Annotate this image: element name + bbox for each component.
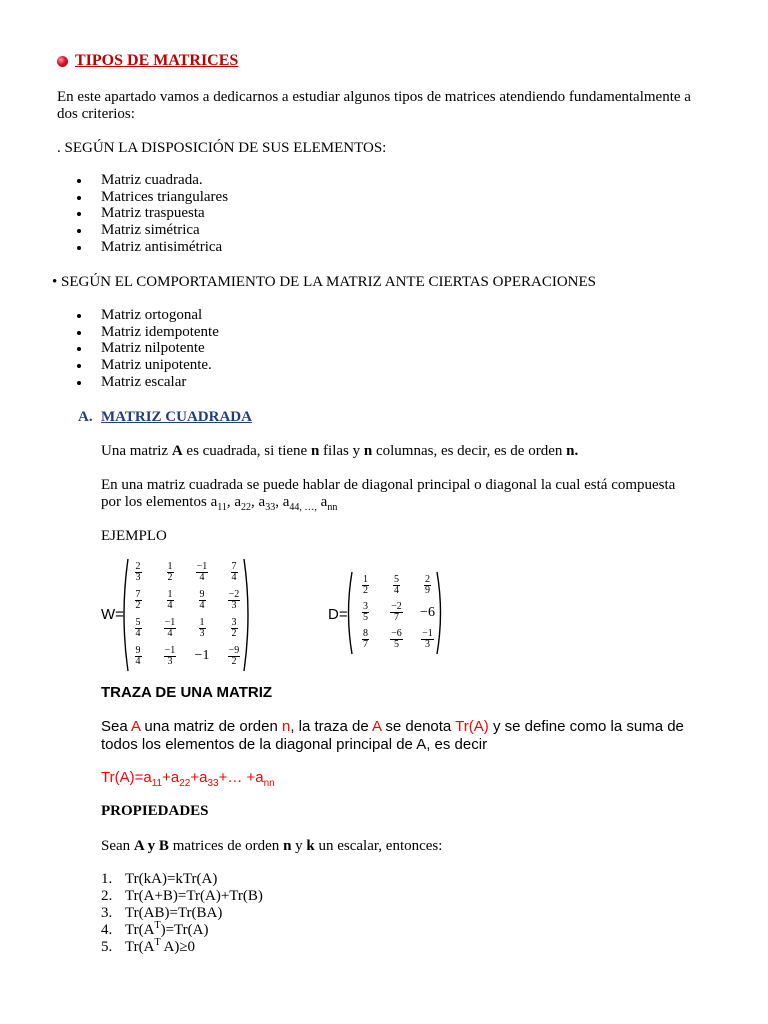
list-item: Matrices triangulares [77, 189, 228, 206]
denominator: 2 [363, 585, 368, 596]
matrix-cell [122, 614, 154, 642]
numerator: 1 [199, 616, 205, 628]
matrix-cell [412, 599, 443, 626]
property-item-4: 4. $Tr(A^T)=Tr(A)$ [101, 920, 209, 938]
section1-list [77, 172, 228, 255]
bullet-dot-icon [77, 381, 81, 385]
section2-heading: • SEGÚN EL COMPORTAMIENTO DE LA MATRIZ ANTE CIERTAS OPERACIONES [52, 274, 596, 290]
bullet-dot-icon [77, 229, 81, 233]
numerator: 3 [231, 616, 237, 628]
fraction [135, 562, 142, 583]
numerator: 9 [199, 588, 205, 600]
matrix-d [350, 572, 444, 654]
matrix-d-label: D= [328, 606, 348, 623]
numerator: 8 [363, 628, 368, 639]
property-item-3: 3. Tr(AB)=Tr(BA) [101, 905, 223, 921]
list-item: Matriz idempotente [77, 324, 219, 341]
list-item: Matriz traspuesta [77, 205, 228, 222]
bullet-dot-icon [77, 179, 81, 183]
bullet-dot-icon [77, 212, 81, 216]
fraction [390, 629, 403, 650]
denominator: 4 [135, 655, 141, 667]
denominator: 4 [199, 571, 205, 583]
matrix-cell [218, 586, 250, 614]
fraction [199, 618, 206, 639]
numerator: 1 [363, 574, 368, 585]
fraction [135, 590, 142, 611]
denominator: 7 [393, 612, 399, 623]
matrix-cell [186, 642, 218, 670]
fraction [231, 562, 238, 583]
numerator: 1 [167, 560, 173, 572]
diagonal-line-1: En una matriz cuadrada se puede hablar de diagonal principal o diagonal la cual está compuesta [101, 477, 676, 493]
numerator: 7 [231, 560, 237, 572]
bullet-dot-icon [77, 364, 81, 368]
matrix-cell [154, 586, 186, 614]
fraction [421, 629, 434, 650]
numerator: −6 [391, 628, 402, 639]
traza-line-1: Sea A una matriz de orden n, la traza de A se denota Tr(A) y se define como la suma de [101, 718, 684, 735]
property-item-1: 1. Tr(kA)=kTr(A) [101, 871, 218, 887]
bullet-dot-icon [77, 246, 81, 250]
traza-line-2: todos los elementos de la diagonal principal de A, es decir [101, 736, 488, 753]
propiedades-intro: Sean A y B matrices de orden n y k un escalar, entonces: [101, 838, 443, 854]
list-item: Matriz nilpotente [77, 340, 219, 357]
fraction [199, 590, 206, 611]
fraction [196, 562, 209, 583]
numerator: 7 [135, 588, 141, 600]
denominator: 4 [199, 599, 205, 611]
numerator: 2 [135, 560, 141, 572]
numerator: 3 [363, 601, 368, 612]
denominator: 3 [135, 571, 141, 583]
list-item: Matriz simétrica [77, 222, 228, 239]
matrix-cell [381, 626, 412, 653]
denominator: 4 [167, 599, 173, 611]
fraction [164, 646, 177, 667]
numerator: 5 [135, 616, 141, 628]
matrix-cell [218, 558, 250, 586]
section1-heading: . SEGÚN LA DISPOSICIÓN DE SUS ELEMENTOS: [57, 140, 387, 156]
denominator: 2 [231, 627, 237, 639]
fraction [362, 602, 369, 623]
list-item: Matriz escalar [77, 374, 219, 391]
fraction [135, 618, 142, 639]
list-item: Matriz unipotente. [77, 357, 219, 374]
matrix-cell [218, 642, 250, 670]
trace-formula: $Tr(A)=a_{11}+a_{22}+a_{33}+\dots +a_{nn}$ [101, 769, 275, 789]
example-label: EJEMPLO [101, 528, 167, 544]
numerator: −2 [391, 601, 402, 612]
denominator: 2 [135, 599, 141, 611]
matrix-value: −1 [194, 648, 210, 663]
denominator: 5 [363, 612, 368, 623]
matrix-cell [154, 642, 186, 670]
numerator: −1 [164, 644, 176, 656]
matrix-cell [381, 572, 412, 599]
matrix-w [122, 558, 254, 672]
diagonal-line-2: por los elementos $a_{11}$, $a_{22}$, $a_{33}$, $a_{44, \dots,}$ $a_{nn}$ [101, 494, 338, 513]
matrix-cell [122, 642, 154, 670]
fraction [135, 646, 142, 667]
numerator: 2 [425, 574, 430, 585]
fraction [424, 575, 431, 596]
denominator: 3 [167, 655, 173, 667]
matrix-cell [186, 614, 218, 642]
denominator: 3 [231, 599, 237, 611]
denominator: 4 [231, 571, 237, 583]
matrix-w-label: W= [101, 606, 124, 623]
matrix-cell [218, 614, 250, 642]
fraction [231, 618, 238, 639]
fraction [167, 562, 174, 583]
denominator: 3 [424, 639, 430, 650]
numerator: −9 [228, 644, 240, 656]
fraction [228, 590, 241, 611]
denominator: 4 [394, 585, 399, 596]
matrix-cell [412, 626, 443, 653]
property-item-5: 5. $Tr(A^T$ A)≥0 [101, 937, 196, 955]
list-item: Matriz antisimétrica [77, 239, 228, 256]
propiedades-heading: PROPIEDADES [101, 803, 209, 819]
denominator: 7 [363, 639, 368, 650]
matrix-cell [186, 558, 218, 586]
numerator: 5 [394, 574, 399, 585]
fraction [362, 575, 369, 596]
bullet-dot-icon [77, 196, 81, 200]
numerator: −2 [228, 588, 240, 600]
denominator: 5 [393, 639, 399, 650]
property-item-2: 2. Tr(A+B)=Tr(A)+Tr(B) [101, 888, 263, 904]
matrix-cell [350, 572, 381, 599]
intro-line-1: En este apartado vamos a dedicarnos a estudiar algunos tipos de matrices atendiendo fundamentalmente a [57, 89, 691, 105]
bullet-dot-icon: • [52, 274, 58, 290]
denominator: 4 [135, 627, 141, 639]
bullet-dot-icon [77, 314, 81, 318]
numerator: 1 [167, 588, 173, 600]
fraction [228, 646, 241, 667]
matrix-value: −6 [420, 604, 435, 620]
matrix-cell [154, 614, 186, 642]
section-a-letter: A. [78, 409, 93, 425]
matrix-cell [412, 572, 443, 599]
traza-heading: TRAZA DE UNA MATRIZ [101, 684, 273, 701]
denominator: 3 [199, 627, 205, 639]
denominator: 2 [167, 571, 173, 583]
numerator: −1 [164, 616, 176, 628]
matrix-cell [122, 558, 154, 586]
bullet-dot-icon [77, 347, 81, 351]
numerator: −1 [422, 628, 433, 639]
list-item: Matriz ortogonal [77, 307, 219, 324]
numerator: −1 [196, 560, 208, 572]
page-title: TIPOS DE MATRICES [75, 52, 239, 69]
fraction [167, 590, 174, 611]
fraction [164, 618, 177, 639]
intro-line-2: dos criterios: [57, 106, 135, 122]
square-matrix-definition: Una matriz A es cuadrada, si tiene n filas y n columnas, es decir, es de orden n. [101, 443, 579, 459]
numerator: 9 [135, 644, 141, 656]
fraction [393, 575, 400, 596]
bullet-ball-icon [57, 56, 68, 67]
matrix-cell [381, 599, 412, 626]
matrix-cell [154, 558, 186, 586]
fraction [362, 629, 369, 650]
fraction [390, 602, 403, 623]
matrix-cell [350, 626, 381, 653]
section2-list [77, 307, 219, 390]
bullet-dot-icon [77, 331, 81, 335]
denominator: 2 [231, 655, 237, 667]
section-a-heading: MATRIZ CUADRADA [101, 409, 252, 425]
denominator: 9 [425, 585, 430, 596]
matrix-cell [122, 586, 154, 614]
matrix-cell [350, 599, 381, 626]
list-item: Matriz cuadrada. [77, 172, 228, 189]
matrix-cell [186, 586, 218, 614]
denominator: 4 [167, 627, 173, 639]
